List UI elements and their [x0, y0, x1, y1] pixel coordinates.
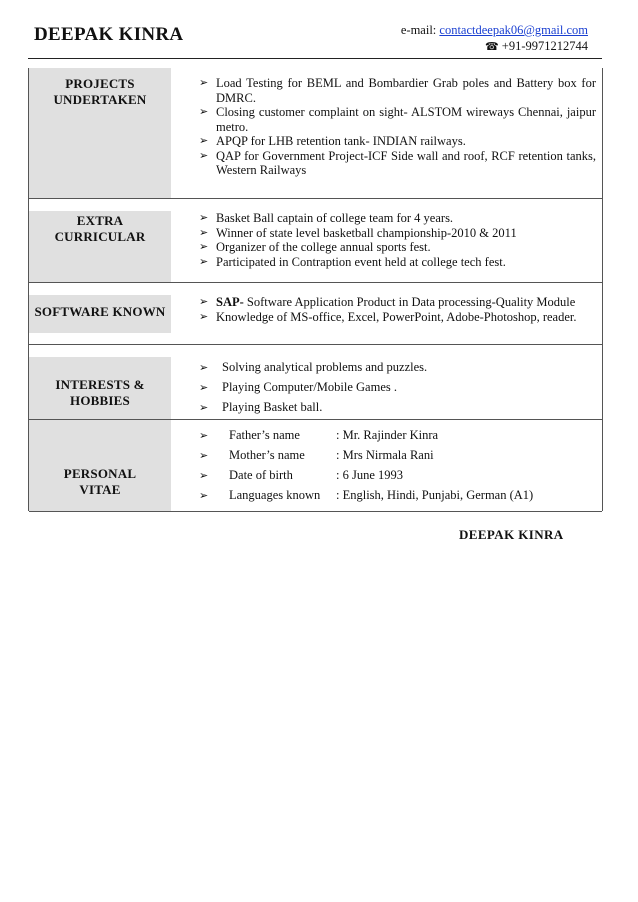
personal-list: [199, 427, 596, 507]
arrow-bullet-icon: ➢: [199, 381, 209, 394]
projects-list: [199, 76, 596, 178]
arrow-bullet-icon: ➢: [199, 76, 209, 89]
personal-value: : Mr. Rajinder Kinra: [336, 428, 439, 442]
personal-value: : English, Hindi, Punjabi, German (A1): [336, 488, 534, 502]
list-item-text: Load Testing for BEML and Bombardier Grab poles and Battery box for DMRC.: [216, 76, 596, 105]
software-label-text: SOFTWARE KNOWN: [34, 304, 166, 319]
personal-label-line2: VITAE: [79, 482, 121, 497]
personal-value: : Mrs Nirmala Rani: [336, 448, 434, 462]
extra-label-line1: EXTRA: [76, 213, 124, 228]
list-item: [199, 295, 596, 310]
list-item: [199, 255, 596, 270]
list-item: [199, 377, 596, 397]
software-list: [199, 295, 596, 324]
list-item-text: Software Application Product in Data processing-Quality Module: [243, 295, 576, 309]
phone-icon: ☎: [484, 40, 499, 53]
arrow-bullet-icon: ➢: [199, 148, 209, 162]
extra-list: [199, 211, 596, 269]
personal-label: [29, 420, 171, 511]
arrow-bullet-icon: ➢: [199, 225, 209, 239]
arrow-bullet-icon: ➢: [199, 309, 209, 323]
section-interests: [29, 357, 602, 419]
resume-table: [28, 68, 603, 511]
list-item-text: APQP for LHB retention tank- INDIAN railways.: [216, 134, 466, 148]
list-item: [199, 310, 596, 325]
personal-value: : 6 June 1993: [336, 468, 404, 482]
label-gap: [29, 345, 171, 357]
list-item: [199, 105, 596, 134]
list-item-text: Knowledge of MS-office, Excel, PowerPoint, Adobe-Photoshop, reader.: [216, 309, 577, 324]
list-item: [199, 76, 596, 105]
arrow-bullet-icon: ➢: [199, 254, 209, 268]
software-label: [29, 295, 171, 333]
personal-row: [199, 487, 596, 507]
list-item: [199, 134, 596, 149]
list-item: [199, 397, 596, 417]
phone-number: +91-9971212744: [501, 39, 588, 53]
list-item-text: Closing customer complaint on sight- ALSTOM wireways Chennai, jaipur metro.: [216, 105, 596, 134]
arrow-bullet-icon: ➢: [199, 469, 209, 482]
list-item: [199, 240, 596, 255]
projects-label: [29, 68, 171, 198]
arrow-bullet-icon: ➢: [199, 134, 209, 147]
list-item-text: Winner of state level basketball championship-2010 & 2011: [216, 225, 517, 240]
arrow-bullet-icon: ➢: [199, 211, 209, 224]
personal-row: [199, 467, 596, 487]
sap-bold-text: SAP-: [216, 295, 244, 309]
list-item-text: Participated in Contraption event held at college tech fest.: [216, 254, 506, 269]
label-gap: [29, 199, 171, 211]
arrow-bullet-icon: ➢: [199, 361, 209, 374]
section-software: [29, 295, 602, 333]
interests-label-line1: INTERESTS &: [55, 377, 145, 392]
personal-label-line1: PERSONAL: [63, 466, 137, 481]
resume-name: DEEPAK KINRA: [34, 24, 184, 45]
arrow-bullet-icon: ➢: [199, 240, 209, 253]
list-item: [199, 149, 596, 178]
extra-label: [29, 211, 171, 282]
section-extra-curricular: [29, 211, 602, 282]
arrow-bullet-icon: ➢: [199, 295, 209, 308]
table-bottom-border: [29, 511, 602, 512]
interests-label: [29, 357, 171, 419]
personal-key: Date of birth: [229, 468, 293, 482]
list-item-text: Solving analytical problems and puzzles.: [222, 360, 428, 374]
label-gap: [29, 283, 171, 295]
section-projects: [29, 68, 602, 198]
interests-list: [199, 357, 596, 417]
arrow-bullet-icon: ➢: [199, 449, 209, 462]
list-item: [199, 357, 596, 377]
personal-row: [199, 427, 596, 447]
projects-label-line1: PROJECTS: [65, 76, 135, 91]
personal-key: Mother’s name: [229, 448, 305, 462]
arrow-bullet-icon: ➢: [199, 429, 209, 442]
personal-key: Languages known: [229, 488, 321, 502]
arrow-bullet-icon: ➢: [199, 105, 209, 118]
interests-label-line2: HOBBIES: [70, 393, 130, 408]
list-item-text: Basket Ball captain of college team for 4 years.: [216, 211, 454, 225]
contact-block: [401, 22, 588, 55]
list-item-text: QAP for Government Project-ICF Side wall and roof, RCF retention tanks, Western Railways: [216, 148, 596, 177]
personal-key: Father’s name: [229, 428, 300, 442]
list-item: [199, 211, 596, 226]
header-rule: [28, 58, 602, 59]
signature-name: DEEPAK KINRA: [459, 527, 564, 542]
arrow-bullet-icon: ➢: [199, 401, 209, 414]
email-link[interactable]: contactdeepak06@gmail.com: [439, 23, 588, 37]
projects-label-line2: UNDERTAKEN: [53, 92, 147, 107]
extra-label-line2: CURRICULAR: [54, 229, 146, 244]
list-item-text: Playing Computer/Mobile Games .: [222, 380, 397, 394]
list-item-text: Organizer of the college annual sports fest.: [216, 240, 431, 254]
list-item: [199, 226, 596, 241]
email-label: e-mail:: [400, 23, 437, 37]
personal-row: [199, 447, 596, 467]
section-personal: [29, 420, 602, 511]
arrow-bullet-icon: ➢: [199, 489, 209, 502]
list-item-text: Playing Basket ball.: [222, 400, 323, 414]
